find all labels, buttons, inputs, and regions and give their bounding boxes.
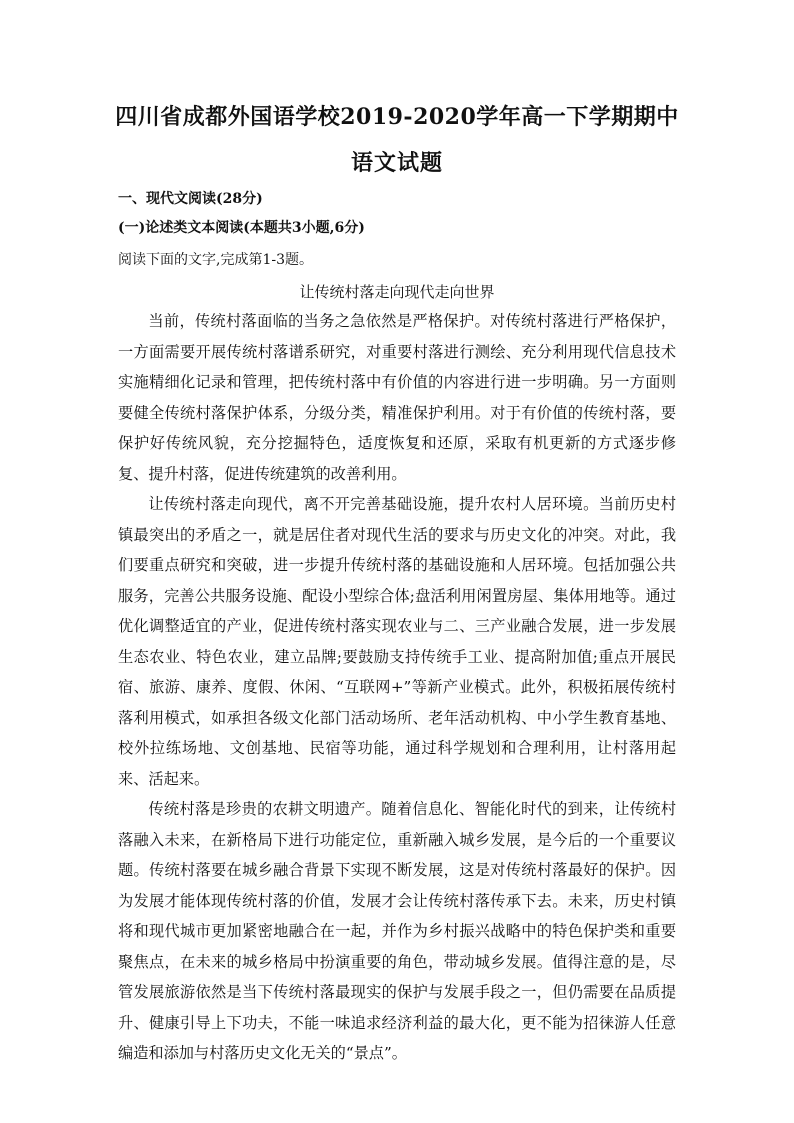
section-heading: 一、现代文阅读(28分): [118, 191, 263, 207]
article-paragraph: 让传统村落走向现代，离不开完善基础设施，提升农村人居环境。当前历史村镇最突出的矛盾之一，就是居住者对现代生活的要求与历史文化的冲突。对此，我们要重点研究和突破，进一步提升传统村落的基础设施和人居环境。包括加强公共服务，完善公共服务设施、配设小型综合体;盘活利用闲置房屋、集体用地等。通过优化调整适宜的产业，促进传统村落实现农业与二、三产业融合发展，进一步发展生态农业、特色农业，建立品牌;要鼓励支持传统手工业、提高附加值;重点开展民宿、旅游、康养、度假、休闲、“互联网+”等新产业模式。此外，积极拓展传统村落利用模式，如承担各级文化部门活动场所、老年活动机构、中小学生教育基地、校外拉练场地、文创基地、民宿等功能，通过科学规划和合理利用，让村落用起来、活起来。: [118, 495, 676, 788]
exam-subtitle: 语文试题: [350, 150, 443, 176]
article-title: 让传统村落走向现代走向世界: [299, 283, 495, 301]
sub-section-heading: (一)论述类文本阅读(本题共3小题,6分): [118, 220, 365, 236]
article-paragraph: 传统村落是珍贵的农耕文明遗产。随着信息化、智能化时代的到来，让传统村落融入未来，在新格局下进行功能定位，重新融入城乡发展，是今后的一个重要议题。传统村落要在城乡融合背景下实现不断发展，这是对传统村落最好的保护。因为发展才能体现传统村落的价值，发展才会让传统村落传承下去。未来，历史村镇将和现代城市更加紧密地融合在一起，并作为乡村振兴战略中的特色保护类和重要聚焦点，在未来的城乡格局中扮演重要的角色，带动城乡发展。值得注意的是，尽管发展旅游依然是当下传统村落最现实的保护与发展手段之一，但仍需要在品质提升、健康引导上下功夫，不能一味追求经济利益的最大化，更不能为招徕游人任意编造和添加与村落历史文化无关的“景点”。: [118, 800, 676, 1062]
article-body: [118, 306, 676, 1069]
reading-instruction: 阅读下面的文字,完成第1-3题。: [118, 252, 313, 268]
exam-title: 四川省成都外国语学校2019-2020学年高一下学期期中: [115, 104, 679, 130]
article-paragraph: 当前，传统村落面临的当务之急依然是严格保护。对传统村落进行严格保护，一方面需要开展传统村落谱系研究，对重要村落进行测绘、充分利用现代信息技术实施精细化记录和管理，把传统村落中有价值的内容进行进一步明确。另一方面则要健全传统村落保护体系，分级分类，精准保护利用。对于有价值的传统村落，要保护好传统风貌，充分挖掘特色，适度恢复和还原，采取有机更新的方式逐步修复、提升村落，促进传统建筑的改善利用。: [118, 312, 676, 483]
